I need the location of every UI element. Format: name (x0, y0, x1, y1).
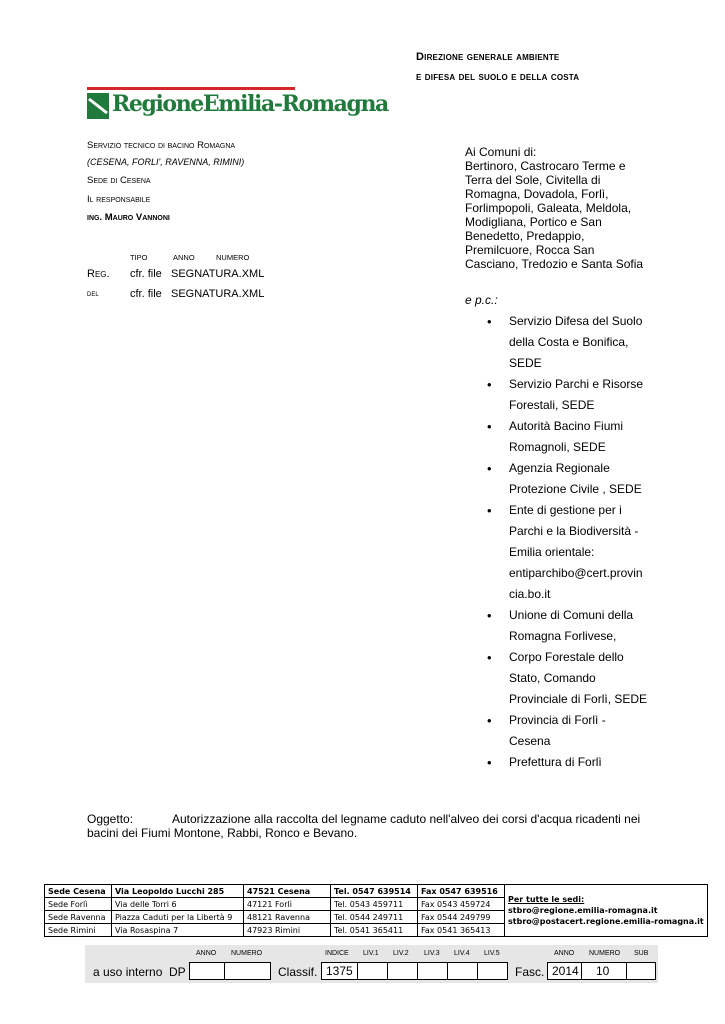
reg-numero: SEGNATURA.XML (171, 268, 265, 280)
reg-tipo: cfr. file (130, 268, 162, 280)
col-anno: ANNO (173, 253, 195, 262)
classificazione-strip (85, 945, 658, 983)
destinatari-line: Benedetto, Predappio, (465, 229, 585, 243)
list-item-line: della Costa e Bonifica, (509, 335, 629, 349)
header-numero-fasc: NUMERO (589, 950, 621, 957)
list-item (487, 311, 662, 374)
table-cell: Tel. 0544 249711 (331, 911, 418, 924)
list-item-line: Provinciale di Forlì, SEDE (509, 692, 648, 706)
liv1-box[interactable] (357, 962, 388, 980)
col-tipo: TIPO (130, 253, 148, 262)
list-item-line: • Unione di Comuni della (509, 608, 634, 622)
list-item-line: SEDE (509, 356, 542, 370)
anno-box[interactable] (189, 962, 225, 980)
regione-logo (87, 87, 388, 121)
destinatari-line: Modigliana, Portico e San (465, 215, 602, 229)
oggetto-text-line1: Autorizzazione alla raccolta del legname caduto nell'alveo dei corsi d'acqua ricadenti nei (172, 812, 641, 826)
oggetto-text-line2: bacini dei Fiumi Montone, Rabbi, Ronco e Bevano. (87, 826, 358, 840)
header-numero: NUMERO (231, 950, 263, 957)
list-item-line: cia.bo.it (509, 587, 551, 601)
list-item-line: Cesena (509, 734, 551, 748)
fasc-anno-box[interactable]: 2014 (547, 962, 582, 980)
table-cell: 48121 Ravenna (244, 911, 331, 924)
destinatari-intro: Ai Comuni di: (465, 145, 537, 159)
list-item (487, 647, 662, 710)
table-cell: Via Rosaspina 7 (112, 924, 244, 937)
liv5-box[interactable] (477, 962, 508, 980)
responsabile-nome: ing. Mauro Vannoni (87, 212, 170, 223)
destinatari-block (465, 145, 665, 271)
sedi-email-cell (505, 885, 708, 937)
col-numero: NUMERO (216, 253, 250, 262)
direzione-line1: Direzione generale ambiente (416, 51, 560, 63)
table-row (45, 885, 708, 898)
table-cell: Tel. 0541 365411 (331, 924, 418, 937)
header-indice: INDICE (325, 950, 349, 957)
header-liv2: LIV.2 (393, 950, 409, 957)
table-cell: Fax 0544 249799 (418, 911, 505, 924)
classif-label: Classif. (278, 965, 318, 979)
header-anno-fasc: ANNO (554, 950, 575, 957)
responsabile-label: Il responsabile (87, 194, 151, 205)
list-item-line: • Autorità Bacino Fiumi (509, 419, 624, 433)
email-link[interactable]: stbro@regione.emilia-romagna.it (508, 906, 658, 915)
logo-red-bar (87, 87, 295, 90)
destinatari-line: Terra del Sole, Civitella di (465, 173, 601, 187)
destinatari-line: Romagna, Dovadola, Forlì, (465, 187, 609, 201)
del-label: del (87, 288, 99, 298)
header-liv4: LIV.4 (454, 950, 470, 957)
sedi-label: Per tutte le sedi: (508, 895, 585, 904)
list-item-line: • Servizio Difesa del Suolo (509, 314, 643, 328)
list-item-line: Protezione Civile , SEDE (509, 482, 642, 496)
servizio-name: Servizio tecnico di bacino Romagna (87, 140, 236, 151)
list-item-line: Forestali, SEDE (509, 398, 595, 412)
list-item-line: • Ente di gestione per i (509, 503, 622, 517)
table-cell: Via Leopoldo Lucchi 285 (112, 885, 244, 898)
table-cell: Fax 0547 639516 (418, 885, 505, 898)
destinatari-line: Casciano, Tredozio e Santa Sofia (465, 257, 644, 271)
logo-flag-icon (87, 93, 111, 119)
list-item-line: entiparchibo@cert.provin (509, 566, 643, 580)
per-conoscenza-label: e p.c.: (465, 293, 498, 307)
dp-label: DP (169, 965, 186, 979)
del-tipo: cfr. file (130, 288, 162, 300)
table-cell: Sede Rimini (45, 924, 112, 937)
liv2-box[interactable] (387, 962, 418, 980)
list-item (487, 752, 662, 773)
header-liv1: LIV.1 (363, 950, 379, 957)
list-item-line: Stato, Comando (509, 671, 596, 685)
header-liv3: LIV.3 (424, 950, 440, 957)
numero-box[interactable] (224, 962, 271, 980)
table-cell: 47121 Forlì (244, 898, 331, 911)
fasc-sub-box[interactable] (626, 962, 656, 980)
destinatari-line: Premilcuore, Rocca San (465, 243, 595, 257)
fasc-numero-box[interactable]: 10 (581, 962, 627, 980)
per-conoscenza-list (487, 311, 662, 773)
list-item-line: • Provincia di Forlì - (509, 713, 606, 727)
list-item-line: Romagna Forlivese, (509, 629, 617, 643)
oggetto-label: Oggetto: (87, 812, 134, 826)
list-item-line: • Servizio Parchi e Risorse (509, 377, 644, 391)
fasc-label: Fasc. (515, 965, 545, 979)
table-cell: Fax 0541 365413 (418, 924, 505, 937)
list-item-line: • Agenzia Regionale (509, 461, 610, 475)
del-numero: SEGNATURA.XML (171, 288, 265, 300)
oggetto-block (87, 812, 667, 840)
list-item-line: Romagnoli, SEDE (509, 440, 606, 454)
direzione-line2: e difesa del suolo e della costa (416, 71, 580, 83)
list-item (487, 374, 662, 416)
table-cell: Piazza Caduti per la Libertà 9 (112, 911, 244, 924)
table-cell: Via delle Torri 6 (112, 898, 244, 911)
table-cell: Sede Ravenna (45, 911, 112, 924)
sedi-table (44, 884, 708, 937)
table-cell: Tel. 0543 459711 (331, 898, 418, 911)
pec-link[interactable]: stbro@postacert.regione.emilia-romagna.it (508, 917, 704, 926)
destinatari-line: Bertinoro, Castrocaro Terme e (465, 159, 626, 173)
list-item (487, 710, 662, 752)
header-anno: ANNO (196, 950, 217, 957)
list-item-line: Emilia orientale: (509, 545, 595, 559)
header-liv5: LIV.5 (484, 950, 500, 957)
list-item (487, 416, 662, 458)
list-item (487, 458, 662, 500)
indice-box[interactable]: 1375 (321, 962, 358, 980)
table-cell: Sede Cesena (45, 885, 112, 898)
reg-label: Reg. (87, 268, 110, 280)
list-item-line: Parchi e la Biodiversità - (509, 524, 639, 538)
servizio-citta: (CESENA, FORLI', RAVENNA, RIMINI) (87, 157, 245, 167)
header-sub: SUB (634, 950, 649, 957)
liv4-box[interactable] (447, 962, 478, 980)
sede-label: Sede di Cesena (87, 175, 151, 186)
uso-interno-label: a uso interno (93, 965, 163, 979)
table-cell: Fax 0543 459724 (418, 898, 505, 911)
table-cell: 47521 Cesena (244, 885, 331, 898)
list-item (487, 500, 662, 605)
table-cell: Tel. 0547 639514 (331, 885, 418, 898)
list-item-line: • Corpo Forestale dello (509, 650, 624, 664)
logo-text: RegioneEmilia-Romagna (112, 91, 388, 117)
table-cell: 47923 Rimini (244, 924, 331, 937)
list-item-line: • Prefettura di Forlì (509, 755, 602, 769)
table-cell: Sede Forlì (45, 898, 112, 911)
liv3-box[interactable] (417, 962, 448, 980)
destinatari-line: Forlimpopoli, Galeata, Meldola, (465, 201, 632, 215)
list-item (487, 605, 662, 647)
